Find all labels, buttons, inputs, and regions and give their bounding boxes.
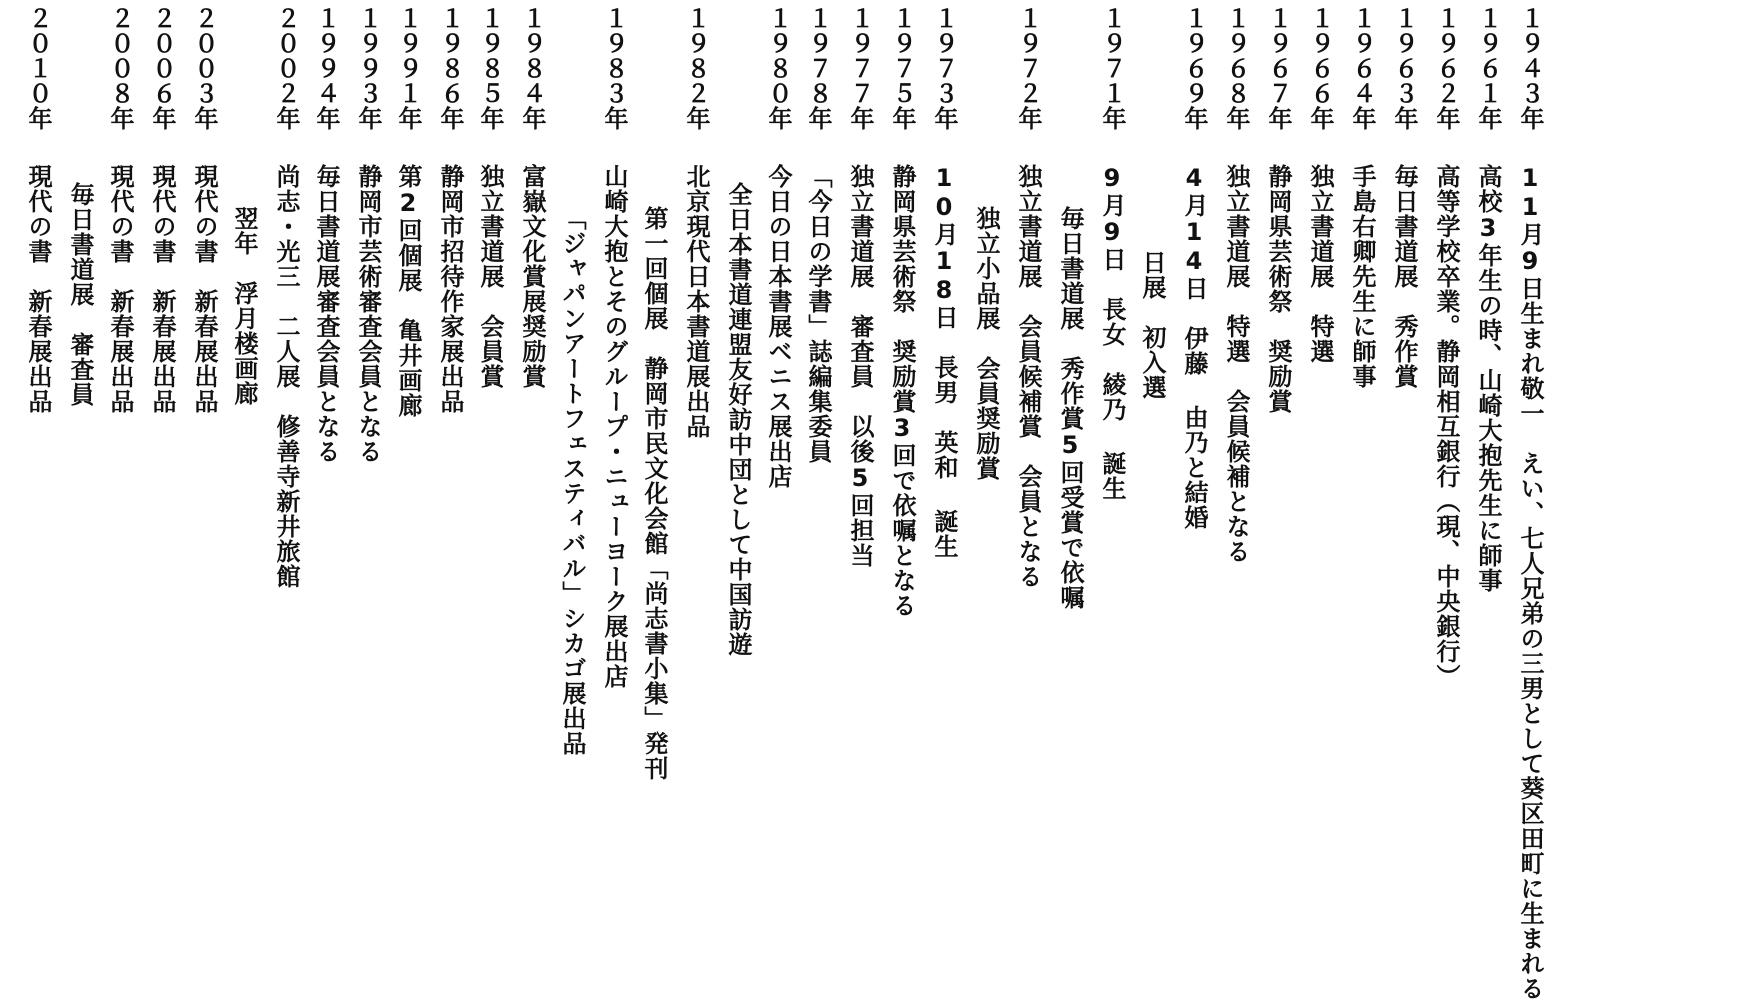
timeline-entry [968, 6, 1004, 981]
entry-description: 独立書道展 特選 [1306, 164, 1334, 364]
entry-year: １９７１年 [1098, 6, 1126, 131]
entry-year: １９９４年 [312, 6, 340, 131]
entry-description: 毎日書道展 秀作賞5回受賞で依嘱 [1056, 206, 1084, 610]
timeline-entry [1176, 6, 1212, 981]
timeline-entry [20, 6, 56, 981]
timeline-entry [390, 6, 426, 981]
entry-year: １９６４年 [1348, 6, 1376, 131]
timeline-entry [678, 6, 714, 981]
timeline-entry [1512, 6, 1548, 1001]
timeline-entry [1344, 6, 1380, 981]
entry-year: １９７５年 [888, 6, 916, 131]
timeline-entry [884, 6, 920, 981]
entry-description: 静岡県芸術祭 奨励賞3回で依嘱となる [888, 164, 916, 618]
entry-description: 現代の書 新春展出品 [190, 164, 218, 414]
entry-year: １９６９年 [1180, 6, 1208, 131]
timeline-entry [596, 6, 632, 981]
entry-description: 富嶽文化賞展奨励賞 [518, 164, 546, 389]
entry-description: 現代の書 新春展出品 [106, 164, 134, 414]
timeline-entry [102, 6, 138, 981]
entry-year: １９９３年 [354, 6, 382, 131]
entry-year: ２０１０年 [24, 6, 52, 131]
entry-description: 独立書道展 審査員 以後5回担当 [846, 164, 874, 568]
entry-description: 尚志・光三 二人展 修善寺新井旅館 [272, 164, 300, 589]
entry-year: １９６２年 [1432, 6, 1460, 131]
timeline-entry [1386, 6, 1422, 981]
timeline-entry [1260, 6, 1296, 981]
timeline-entry [472, 6, 508, 981]
timeline-entry [144, 6, 180, 981]
entry-description: 独立書道展 会員候補賞 会員となる [1014, 164, 1042, 589]
entry-description: 毎日書道展 審査員 [66, 182, 94, 407]
timeline-entry [350, 6, 386, 981]
entry-description: 手島右卿先生に師事 [1348, 164, 1376, 389]
entry-year: １９８４年 [518, 6, 546, 131]
timeline-entry [308, 6, 344, 981]
entry-year: １９７７年 [846, 6, 874, 131]
entry-description: 山崎大抱とそのグループ・ニューヨーク展出店 [600, 164, 628, 689]
entry-year: １９４３年 [1516, 6, 1544, 131]
timeline-entry [226, 6, 262, 981]
entry-description: 「今日の学書」誌編集委員 [804, 164, 832, 464]
timeline-entry [1470, 6, 1506, 981]
timeline-entry [1218, 6, 1254, 981]
entry-description: 「ジャパンアートフェスティバル」シカゴ展出品 [558, 206, 586, 756]
entry-description: 10月18日 長男 英和 誕生 [930, 164, 958, 559]
timeline-entry [760, 6, 796, 981]
entry-description: 現代の書 新春展出品 [24, 164, 52, 414]
timeline-entry [1010, 6, 1046, 981]
entry-description: 毎日書道展 秀作賞 [1390, 164, 1418, 389]
timeline-entry [926, 6, 962, 981]
timeline-entry [186, 6, 222, 981]
entry-description: 高校3年生の時、山崎大抱先生に師事 [1474, 164, 1502, 593]
entry-description: 11月9日生まれ敬一 えい、七人兄弟の三男として葵区田町に生まれる [1516, 164, 1544, 1001]
timeline-entry [514, 6, 550, 981]
entry-description: 独立小品展 会員奨励賞 [972, 206, 1000, 481]
entry-year: １９７２年 [1014, 6, 1042, 131]
entry-year: １９６８年 [1222, 6, 1250, 131]
timeline-entry [268, 6, 304, 981]
timeline-entry [554, 6, 590, 981]
entry-description: 9月9日 長女 綾乃 誕生 [1098, 164, 1126, 501]
entry-description: 北京現代日本書道展出品 [682, 164, 710, 439]
entry-description: 全日本書道連盟友好訪中団として中国訪遊 [724, 182, 752, 657]
entry-year: １９９１年 [394, 6, 422, 131]
entry-year: １９８３年 [600, 6, 628, 131]
timeline-entry [1052, 6, 1088, 981]
entry-year: １９６７年 [1264, 6, 1292, 131]
entry-description: 第2回個展 亀井画廊 [394, 164, 422, 418]
timeline-entry [1134, 6, 1170, 981]
timeline-entry [720, 6, 756, 981]
entry-year: １９６６年 [1306, 6, 1334, 131]
entry-year: ２００２年 [272, 6, 300, 131]
entry-year: ２００３年 [190, 6, 218, 131]
entry-description: 現代の書 新春展出品 [148, 164, 176, 414]
entry-year: ２００８年 [106, 6, 134, 131]
entry-year: １９８０年 [764, 6, 792, 131]
entry-description: 毎日書道展審査会員となる [312, 164, 340, 464]
entry-year: １９８５年 [476, 6, 504, 131]
entry-year: １９７３年 [930, 6, 958, 131]
entry-description: 静岡市芸術審査会員となる [354, 164, 382, 464]
timeline-entry [1302, 6, 1338, 981]
timeline-entry [636, 6, 672, 981]
entry-description: 独立書道展 特選 会員候補となる [1222, 164, 1250, 564]
timeline-entry [1094, 6, 1130, 981]
entry-year: １９８６年 [436, 6, 464, 131]
entry-year: １９８２年 [682, 6, 710, 131]
entry-description: 日展 初入選 [1138, 250, 1166, 400]
timeline-entry [1428, 6, 1464, 981]
timeline-entry [62, 6, 98, 981]
entry-year: １９７８年 [804, 6, 832, 131]
entry-year: １９６３年 [1390, 6, 1418, 131]
entry-description: 翌年 浮月楼画廊 [230, 206, 258, 406]
timeline-entry [842, 6, 878, 981]
entry-description: 4月14日 伊藤 由乃と結婚 [1180, 164, 1208, 530]
entry-description: 第一回個展 静岡市民文化会館「尚志書小集」発刊 [640, 206, 668, 781]
entry-year: １９６１年 [1474, 6, 1502, 131]
timeline-entry [800, 6, 836, 981]
entry-year: ２００６年 [148, 6, 176, 131]
entry-description: 静岡市招待作家展出品 [436, 164, 464, 414]
entry-description: 静岡県芸術祭 奨励賞 [1264, 164, 1292, 414]
entry-description: 今日の日本書展ベニス展出店 [764, 164, 792, 489]
timeline-entry [432, 6, 468, 981]
entry-description: 高等学校卒業。静岡相互銀行（現、中央銀行） [1432, 164, 1460, 689]
entry-description: 独立書道展 会員賞 [476, 164, 504, 389]
